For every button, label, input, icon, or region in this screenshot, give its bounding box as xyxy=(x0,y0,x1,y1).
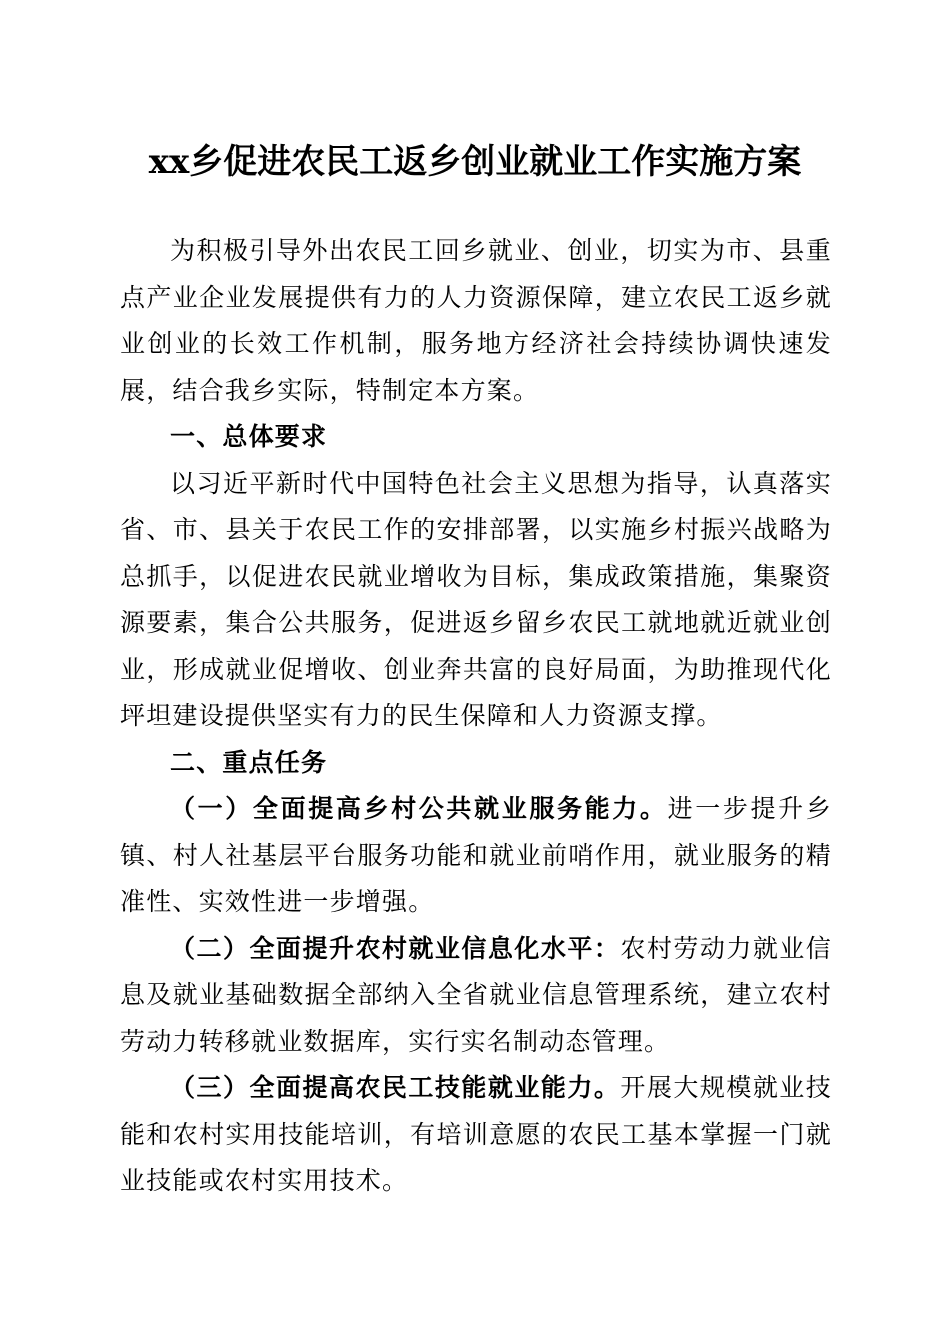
intro-paragraph: 为积极引导外出农民工回乡就业、创业，切实为市、县重点产业企业发展提供有力的人力资源保障，建立农民工返乡就业创业的长效工作机制，服务地方经济社会持续协调快速发展，结合我乡实际，特制定本方案。 xyxy=(120,236,832,405)
key-task-text: 农村劳动力就业信息及就业基础数据全部纳入全省就业信息管理系统，建立农村劳动力转移就业数据库，实行实名制动态管理。 xyxy=(120,933,832,1056)
key-task-lead: （一）全面提高乡村公共就业服务能力。 xyxy=(170,794,668,823)
key-task-lead: （三）全面提高农民工技能就业能力。 xyxy=(170,1073,621,1102)
key-task-text: 开展大规模就业技能和农村实用技能培训，有培训意愿的农民工基本掌握一门就业技能或农村实用技术。 xyxy=(120,1073,832,1195)
general-requirements-paragraph: 以习近平新时代中国特色社会主义思想为指导，认真落实省、市、县关于农民工作的安排部署，以实施乡村振兴战略为总抓手，以促进农民就业增收为目标，集成政策措施，集聚资源要素，集合公共服务，促进返乡留乡农民工就地就近就业创业，形成就业促增收、创业奔共富的良好局面，为助推现代化坪坦建设提供坚实有力的民生保障和人力资源支撑。 xyxy=(120,468,832,730)
section-heading-key-tasks: 二、重点任务 xyxy=(170,747,328,777)
document-body xyxy=(120,228,832,1205)
key-task-text: 进一步提升乡镇、村人社基层平台服务功能和就业前哨作用，就业服务的精准性、实效性进一步增强。 xyxy=(120,794,832,916)
key-task-item xyxy=(120,1065,832,1205)
key-task-item xyxy=(120,926,832,1066)
key-task-lead: （二）全面提升农村就业信息化水平： xyxy=(170,933,621,963)
section-heading-general-requirements: 一、总体要求 xyxy=(170,422,328,451)
key-task-item xyxy=(120,786,832,926)
document-title: xx乡促进农民工返乡创业就业工作实施方案 xyxy=(148,142,802,182)
